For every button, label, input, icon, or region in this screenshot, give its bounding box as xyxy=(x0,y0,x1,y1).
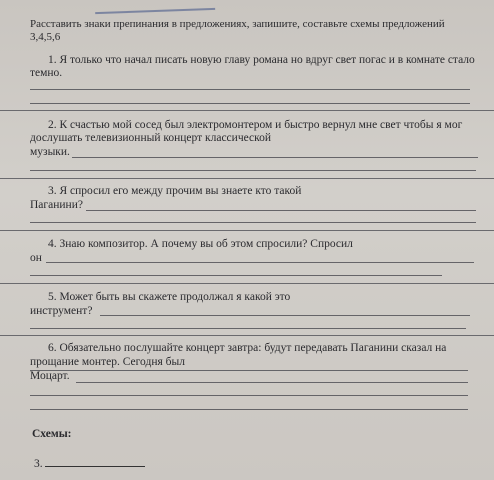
schemes-label: Схемы: xyxy=(32,428,72,440)
scheme-answer-line xyxy=(45,456,145,467)
handwritten-scribble xyxy=(95,0,215,14)
answer-line xyxy=(76,382,468,383)
section-divider xyxy=(0,178,494,179)
answer-line xyxy=(46,262,474,263)
sentence-6-line-2: прощание монтер. Сегодня был xyxy=(30,356,185,368)
answer-line xyxy=(72,157,478,158)
answer-line xyxy=(30,222,476,223)
sentence-2-line-2: дослушать телевизионный концерт классической xyxy=(30,132,272,144)
answer-line xyxy=(86,210,476,211)
sentence-3-line-2: Паганини? xyxy=(30,199,83,211)
sentence-4-line-1: 4. Знаю композитор. А почему вы об этом спросили? Спросил xyxy=(48,238,353,250)
instruction-line-1: Расставить знаки препинания в предложениях, запишите, составьте схемы предложений xyxy=(30,18,445,30)
sentence-2-line-3: музыки. xyxy=(30,146,70,158)
answer-line xyxy=(30,370,468,371)
answer-line xyxy=(30,328,466,329)
answer-line xyxy=(30,170,476,171)
sentence-6-line-3: Моцарт. xyxy=(30,370,70,382)
sentence-4-line-2: он xyxy=(30,252,42,264)
section-divider xyxy=(0,335,494,336)
scheme-item-3 xyxy=(34,456,145,471)
sentence-5-line-2: инструмент? xyxy=(30,305,93,317)
section-divider xyxy=(0,230,494,231)
sentence-1-line-2: темно. xyxy=(30,67,63,79)
sentence-2-line-1: 2. К счастью мой сосед был электромонтером и быстро вернул мне свет чтобы я мог xyxy=(48,119,463,131)
scheme-item-number: 3. xyxy=(34,458,43,470)
answer-line xyxy=(100,315,470,316)
answer-line xyxy=(30,395,468,396)
section-divider xyxy=(0,110,494,111)
sentence-1-line-1: 1. Я только что начал писать новую главу романа но вдруг свет погас и в комнате стало xyxy=(48,54,475,66)
section-divider xyxy=(0,283,494,284)
answer-line xyxy=(30,103,470,104)
sentence-3-line-1: 3. Я спросил его между прочим вы знаете кто такой xyxy=(48,185,302,197)
answer-line xyxy=(30,89,470,90)
sentence-6-line-1: 6. Обязательно послушайте концерт завтра: будут передавать Паганини сказал на xyxy=(48,342,447,354)
instruction-line-2: 3,4,5,6 xyxy=(30,31,61,43)
answer-line xyxy=(30,275,442,276)
sentence-5-line-1: 5. Может быть вы скажете продолжал я какой это xyxy=(48,291,291,303)
answer-line xyxy=(30,409,468,410)
